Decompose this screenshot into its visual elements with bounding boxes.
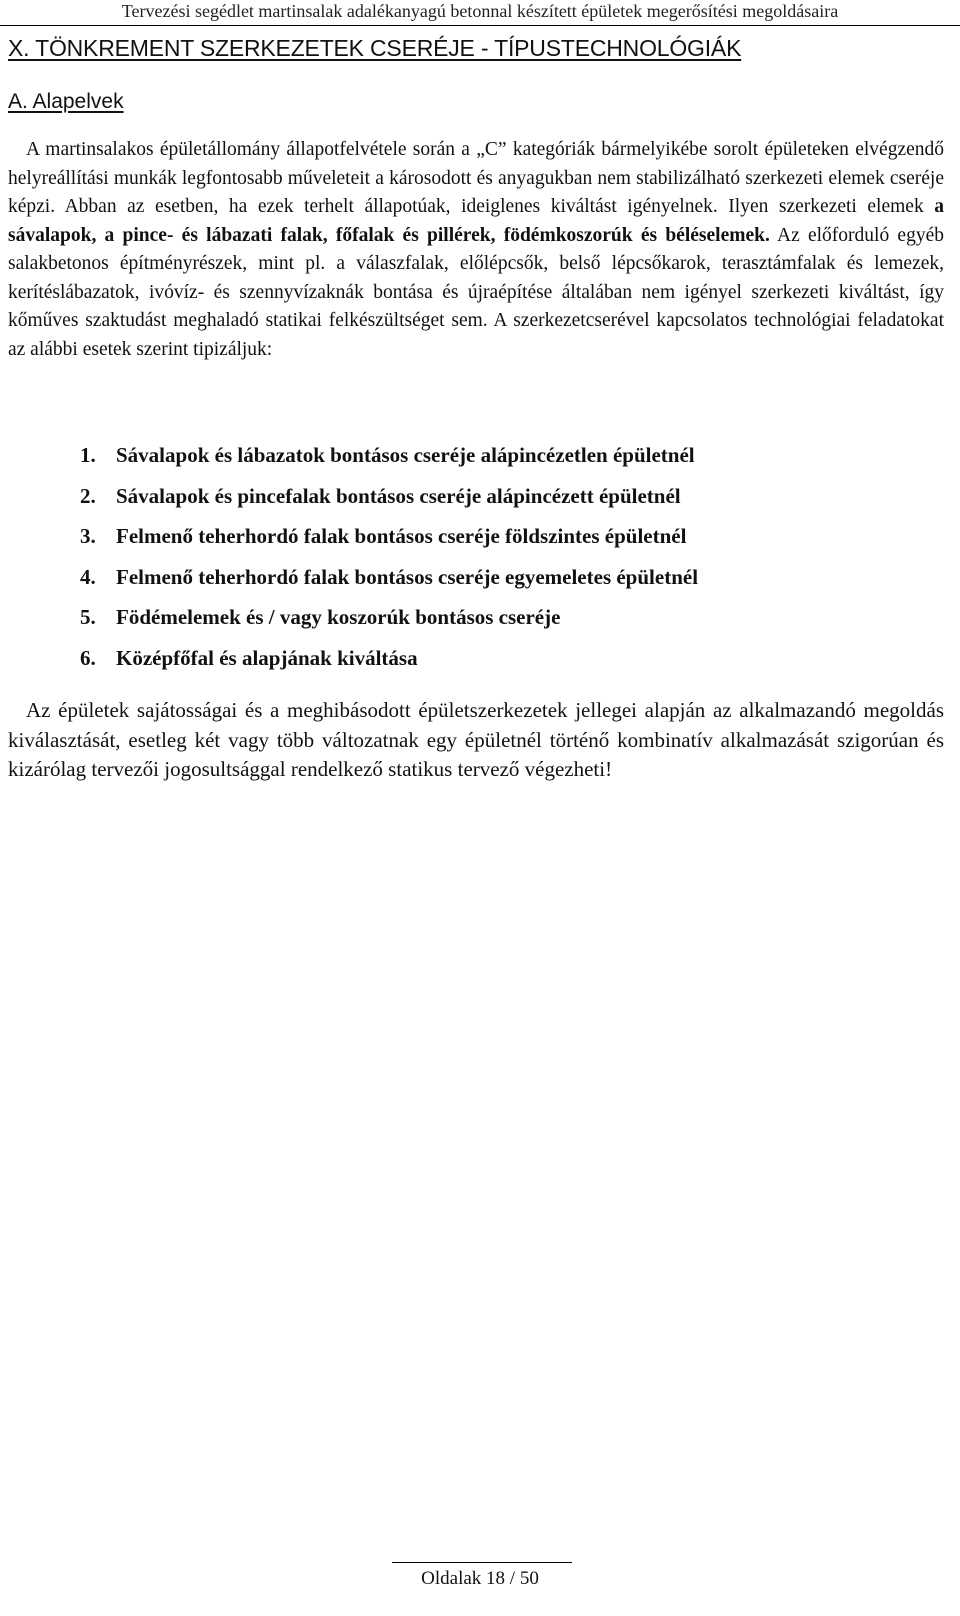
intro-paragraph (8, 136, 944, 364)
list-item-text: Sávalapok és lábazatok bontásos cseréje alápincézetlen épületnél (116, 443, 695, 467)
list-item (80, 522, 698, 563)
list-item-text: Sávalapok és pincefalak bontásos cseréje alápincézett épületnél (116, 483, 681, 508)
technology-list (80, 441, 698, 684)
list-item-number: 2. (80, 483, 96, 508)
list-item-number: 3. (80, 524, 96, 548)
list-item (80, 644, 698, 685)
intro-text-1: A martinsalakos épületállomány állapotfelvétele során a „C” kategóriák bármelyikébe sorolt épületeken elvégzendő helyreállítási munkák legfontosabb műveleteit a károsodott és anyagukban nem stabilizálható szerkezeti elemek cseréje képzi. Abban az esetben, ha ezek terhelt állapotúak, ideiglenes kiváltást igényelnek. Ilyen szerkezeti elemek (8, 139, 944, 217)
list-item (80, 563, 698, 604)
list-item-number: 4. (80, 564, 96, 589)
list-item-text: Felmenő teherhordó falak bontásos cseréje egyemeletes épületnél (116, 564, 699, 589)
list-item-number: 5. (80, 605, 96, 629)
running-header: Tervezési segédlet martinsalak adalékanyagú betonnal készített épületek megerősítési megoldásaira (0, 0, 960, 24)
closing-paragraph: Az épületek sajátosságai és a meghibásodott épületszerkezetek jellegei alapján az alkalmazandó megoldás kiválasztását, esetleg két vagy több változatnak egy épületnél történő kombinatív alkalmazását szigorúan és kizárólag tervezői jogosultsággal rendelkező statikus tervező végezheti! (8, 698, 944, 781)
page-number: Oldalak 18 / 50 (0, 1565, 960, 1595)
list-item (80, 441, 698, 482)
list-item-text: Födémelemek és / vagy koszorúk bontásos cseréje (116, 605, 561, 629)
list-item-number: 6. (80, 645, 96, 670)
intro-bold-elements: a sávalapok, a pince- és lábazati falak, főfalak és pillérek, födémkoszorúk és béléselemek. (8, 196, 944, 246)
list-item-number: 1. (80, 443, 96, 467)
intro-text-2: Az előforduló egyéb salakbetonos építményrészek, mint pl. a válaszfalak, előlépcsők, belső lépcsőkarok, terasztámfalak és lemezek, kerítéslábazatok, ivóvíz- és szennyvízaknák bontása és újraépítése általában nem igényel szerkezeti kiváltást, így kőműves szaktudást meghaladó statikai felkészültséget sem. A szerkezetcserével kapcsolatos technológiai feladatokat az alábbi esetek szerint tipizáljuk: (8, 224, 944, 360)
list-item-text: Felmenő teherhordó falak bontásos cseréje földszintes épületnél (116, 524, 687, 548)
chapter-title: X. TÖNKREMENT SZERKEZETEK CSERÉJE - TÍPUSTECHNOLÓGIÁK (8, 35, 742, 61)
section-title: A. Alapelvek (8, 90, 124, 113)
list-item (80, 482, 698, 523)
list-item-text: Középfőfal és alapjának kiváltása (116, 645, 418, 670)
list-item (80, 603, 698, 644)
